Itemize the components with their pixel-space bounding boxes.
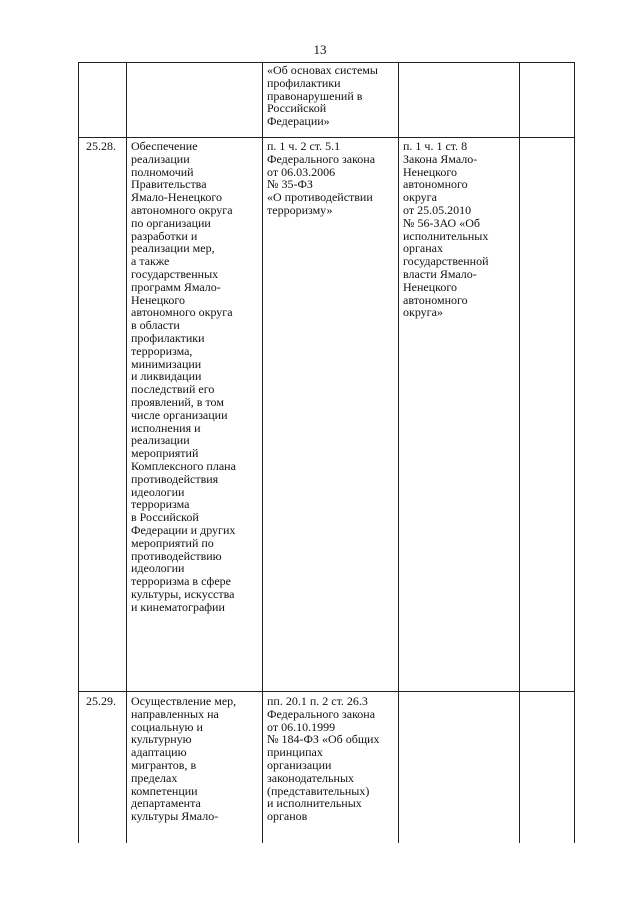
row-federal-basis: «Об основах системы профилактики правонарушений в Российской Федерации» <box>267 63 378 129</box>
row-regional-basis: п. 1 ч. 1 ст. 8 Закона Ямало- Ненецкого автономного округа от 25.05.2010 № 56-ЗАО «Об исполнительных органах государственной власти Ямало- Ненецкого автономного округа» <box>403 139 489 320</box>
row-description: Осуществление мер, направленных на социальную и культурную адаптацию мигрантов, в пределах компетенции департамента культуры Ямало- <box>131 694 237 824</box>
table-border-left <box>78 62 79 843</box>
row-divider <box>78 691 575 692</box>
row-federal-basis: пп. 20.1 п. 2 ст. 26.3 Федерального закона от 06.10.1999 № 184-ФЗ «Об общих принципах организации законодательных (представительных) и исполнительных органов <box>267 694 380 824</box>
row-number: 25.29. <box>86 694 116 708</box>
row-divider <box>78 137 575 138</box>
page-number: 13 <box>313 42 327 57</box>
column-divider <box>398 62 399 843</box>
law-table <box>78 62 575 843</box>
column-divider <box>262 62 263 843</box>
column-divider <box>519 62 520 843</box>
row-description: Обеспечение реализации полномочий Правительства Ямало-Ненецкого автономного округа по организации разработки и реализации мер, а также государственных программ Ямало- Ненецкого автономного округа в области профилактики терроризма, минимизации и ликвидации последствий его проявлений, в том числе организации исполнения и реализации мероприятий Комплексного плана противодействия идеологии терроризма в Российской Федерации и других мероприятий по противодействию идеологии терроризма в сфере культуры, искусства и кинематографии <box>131 139 236 614</box>
row-number: 25.28. <box>86 139 116 153</box>
table-border-right <box>574 62 575 843</box>
column-divider <box>126 62 127 843</box>
row-federal-basis: п. 1 ч. 2 ст. 5.1 Федерального закона от 06.03.2006 № 35-ФЗ «О противодействии терроризму» <box>267 139 376 217</box>
